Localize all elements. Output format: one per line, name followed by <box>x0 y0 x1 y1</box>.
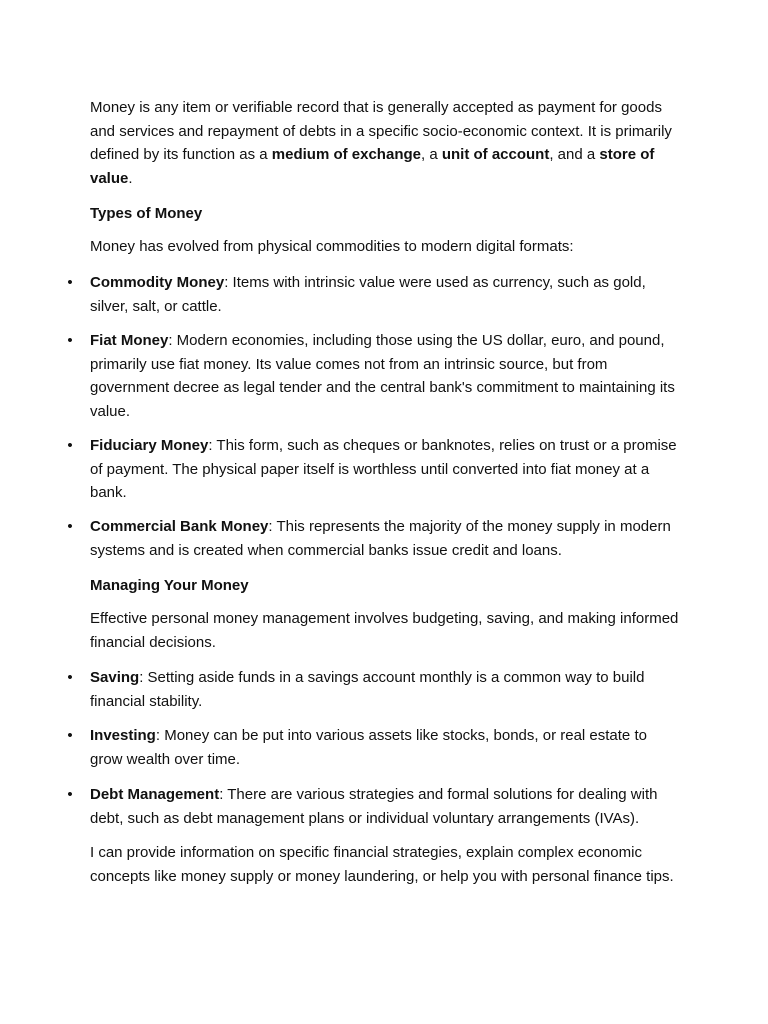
list-item-term: Debt Management <box>90 786 220 803</box>
bullet-icon: • <box>67 332 73 349</box>
bullet-icon: • <box>67 669 73 686</box>
managing-heading <box>90 574 682 598</box>
list-item-term: Saving <box>90 669 140 686</box>
list-item-investing <box>67 724 682 771</box>
intro-bold-medium-of-exchange: medium of exchange <box>271 146 421 163</box>
types-intro: Money has evolved from physical commodities to modern digital formats: <box>90 238 574 255</box>
list-item-debt-management <box>67 783 682 830</box>
list-item-term: Fiat Money <box>90 332 169 349</box>
list-item-text: : Setting aside funds in a savings account monthly is a common way to build financial stability. <box>90 669 645 710</box>
list-item-term: Commercial Bank Money <box>90 518 269 535</box>
bullet-icon: • <box>67 786 73 803</box>
list-item-text: : Items with intrinsic value were used as currency, such as gold, silver, salt, or cattle. <box>90 274 646 315</box>
types-heading <box>90 202 682 226</box>
list-item-text: : This represents the majority of the money supply in modern systems and is created when commercial banks issue credit and loans. <box>90 518 671 559</box>
list-item-term: Fiduciary Money <box>90 437 209 454</box>
bullet-icon: • <box>67 727 73 744</box>
list-item-fiduciary-money <box>67 434 682 505</box>
bullet-icon: • <box>67 518 73 535</box>
list-item-saving <box>67 666 682 713</box>
intro-bold-unit-of-account: unit of account <box>441 146 550 163</box>
list-item-term: Commodity Money <box>90 274 225 291</box>
list-item-commercial-bank-money <box>67 515 682 562</box>
bullet-icon: • <box>67 274 73 291</box>
list-item-text: : Modern economies, including those using the US dollar, euro, and pound, primarily use fiat money. Its value comes not from an intrinsic source, but from government decree as legal tender and the central bank's commitment to maintaining its value. <box>90 332 675 420</box>
list-item-text: : Money can be put into various assets like stocks, bonds, or real estate to grow wealth over time. <box>90 727 647 768</box>
list-item-commodity-money <box>67 271 682 318</box>
intro-bold-store-of-value: store of value <box>90 146 655 187</box>
managing-intro: Effective personal money management involves budgeting, saving, and making informed financial decisions. <box>90 610 679 651</box>
managing-heading-text: Managing Your Money <box>90 577 249 594</box>
intro-text-2: , a <box>420 146 442 163</box>
intro-text-1: Money is any item or verifiable record that is generally accepted as payment for goods and services and repayment of debts in a specific socio-economic context. It is primarily defined by its function as a <box>90 99 672 163</box>
types-heading-text: Types of Money <box>90 205 203 222</box>
list-item-fiat-money <box>67 329 682 423</box>
list-item-text: : This form, such as cheques or banknotes, relies on trust or a promise of payment. The physical paper itself is worthless until converted into fiat money at a bank. <box>90 437 677 501</box>
list-item-text: : There are various strategies and formal solutions for dealing with debt, such as debt management plans or individual voluntary arrangements (IVAs). <box>90 786 658 827</box>
intro-paragraph <box>90 96 682 190</box>
intro-text-4: . <box>128 169 133 187</box>
bullet-icon: • <box>67 437 73 454</box>
list-item-term: Investing <box>90 727 156 744</box>
closing-paragraph: I can provide information on specific financial strategies, explain complex economic concepts like money supply or money laundering, or help you with personal finance tips. <box>90 844 674 885</box>
intro-text-3: , and a <box>549 146 600 163</box>
